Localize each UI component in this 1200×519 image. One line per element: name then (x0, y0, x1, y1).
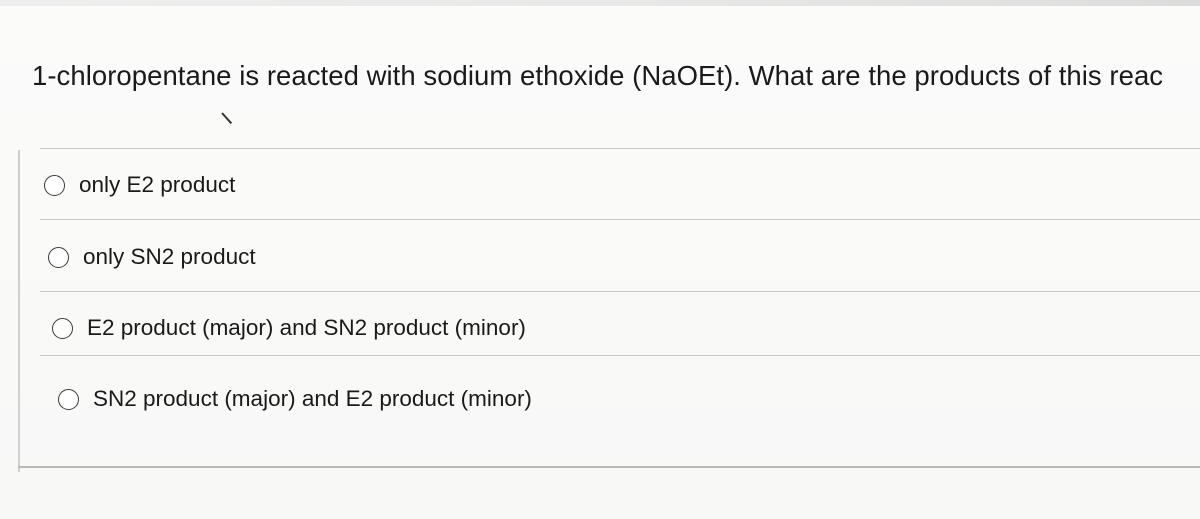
answer-option-1[interactable] (44, 172, 235, 198)
divider (40, 148, 1200, 149)
answer-option-label: only SN2 product (83, 244, 256, 269)
divider (40, 219, 1200, 220)
cursor-mark (221, 112, 232, 124)
radio-button-empty-icon[interactable] (58, 389, 79, 410)
radio-button-empty-icon[interactable] (48, 247, 69, 268)
card-bottom-border (18, 466, 1200, 468)
answer-option-2[interactable] (48, 244, 256, 270)
answer-option-4[interactable] (58, 386, 532, 412)
divider (40, 355, 1200, 356)
radio-button-empty-icon[interactable] (52, 318, 73, 339)
answer-option-label: SN2 product (major) and E2 product (minor) (93, 386, 532, 411)
radio-button-empty-icon[interactable] (44, 175, 65, 196)
question-text: 1-chloropentane is reacted with sodium ethoxide (NaOEt). What are the products of this reac (32, 60, 1164, 91)
divider (40, 291, 1200, 292)
card-left-border (18, 150, 20, 472)
answer-option-3[interactable] (52, 315, 526, 341)
answer-option-label: only E2 product (79, 172, 236, 197)
answer-option-label: E2 product (major) and SN2 product (minor) (87, 315, 526, 340)
card-top-border (0, 0, 1200, 6)
